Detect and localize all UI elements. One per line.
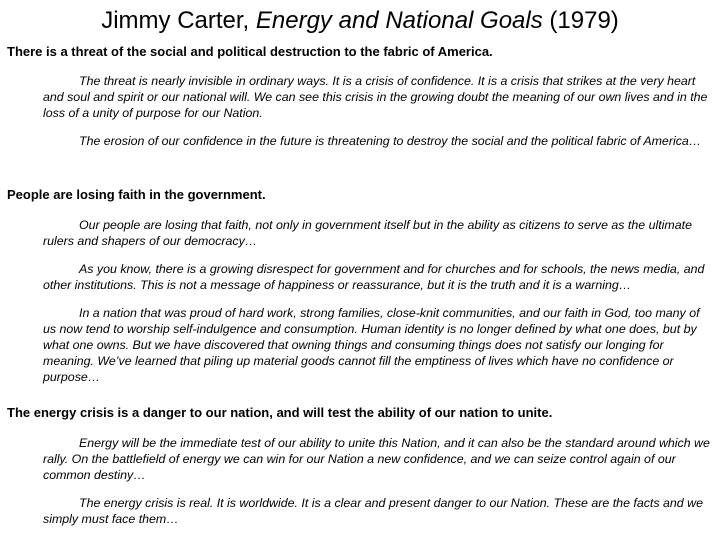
quote-paragraph: In a nation that was proud of hard work, strong families, close-knit communities, and our faith in God, too many of us now tend to worship self-indulgence and consumption. Human identity is no longer defined by what one does, but by what one owns. But we have discovered that owning things and consuming things does not satisfy our longing for meaning. We’ve learned that piling up material goods cannot fill the emptiness of lives which have no confidence or purpose…: [43, 306, 700, 384]
quote-paragraph: Our people are losing that faith, not only in government itself but in the ability as citizens to serve as the ultimate rulers and shapers of our democracy…: [43, 218, 692, 248]
section-energy-crisis: [7, 405, 712, 527]
title-author: Jimmy Carter,: [101, 7, 250, 34]
quote-paragraph: The erosion of our confidence in the future is threatening to destroy the social and the political fabric of America…: [79, 134, 702, 148]
title-work: Energy and National Goals: [255, 7, 543, 34]
page-title: [0, 6, 720, 36]
section-losing-faith: [7, 187, 712, 385]
quote-paragraph: The energy crisis is real. It is worldwide. It is a clear and present danger to our Nation. These are the facts and we simply must face them…: [43, 496, 703, 526]
section-heading: People are losing faith in the government.: [7, 187, 266, 202]
quote-paragraph: Energy will be the immediate test of our ability to unite this Nation, and it can also be the standard around which we rally. On the battlefield of energy we can win for our Nation a new confidence, and we can seize control again of our common destiny…: [43, 436, 710, 482]
quote-paragraph: As you know, there is a growing disrespect for government and for churches and for schools, the news media, and other institutions. This is not a message of happiness or reassurance, but it is the truth and it is a warning…: [43, 262, 705, 292]
section-social-threat: [7, 44, 712, 149]
section-heading: The energy crisis is a danger to our nation, and will test the ability of our nation to unite.: [7, 405, 553, 420]
title-year: (1979): [549, 7, 619, 34]
quote-paragraph: The threat is nearly invisible in ordinary ways. It is a crisis of confidence. It is a crisis that strikes at the very heart and soul and spirit or our national will. We can see this crisis in the growing doubt the meaning of our own lives and in the loss of a unity of purpose for our Nation.: [43, 74, 708, 120]
section-heading: There is a threat of the social and political destruction to the fabric of America.: [7, 44, 493, 59]
